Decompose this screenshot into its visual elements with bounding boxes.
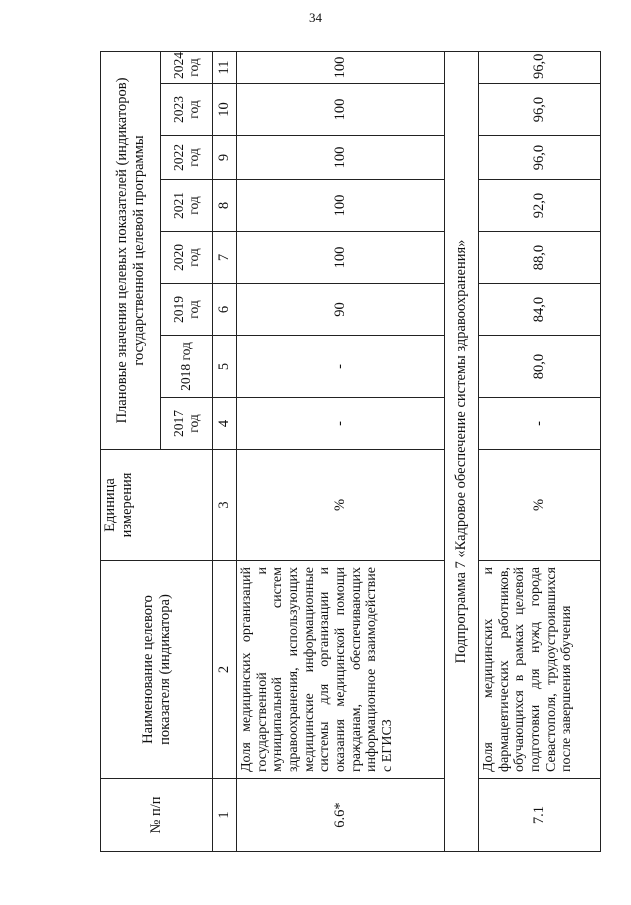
header-year: 2024 год — [161, 51, 213, 83]
row-number: 6.6* — [237, 779, 445, 852]
value-cell: 90 — [237, 284, 445, 336]
column-number: 5 — [213, 336, 237, 398]
value-cell: 96,0 — [479, 84, 601, 136]
value-cell: 100 — [237, 84, 445, 136]
column-number: 2 — [213, 561, 237, 779]
value-cell: 88,0 — [479, 232, 601, 284]
subprogram-row — [445, 51, 479, 851]
indicators-table — [100, 51, 601, 852]
header-unit: Единица измерения — [101, 450, 213, 561]
row-number: 7.1 — [479, 779, 601, 852]
column-number: 11 — [213, 51, 237, 83]
value-cell: 96,0 — [479, 136, 601, 180]
value-cell: 100 — [237, 232, 445, 284]
indicator-name: Доля медицинских и фармацевтических работников, обучающихся в рамках целевой подготовки для нужд города Севастополя, трудоустроившихся после завершения обучения — [479, 561, 601, 779]
value-cell: 84,0 — [479, 284, 601, 336]
value-cell: 80,0 — [479, 336, 601, 398]
header-row-top — [101, 51, 161, 851]
table-row — [237, 51, 445, 851]
header-year: 2021 год — [161, 180, 213, 232]
header-year: 2019 год — [161, 284, 213, 336]
subprogram-title: Подпрограмма 7 «Кадровое обеспечение системы здравоохранения» — [445, 51, 479, 851]
header-year: 2018 год — [161, 336, 213, 398]
header-year: 2023 год — [161, 84, 213, 136]
column-number: 3 — [213, 450, 237, 561]
value-cell: 92,0 — [479, 180, 601, 232]
table-row — [479, 51, 601, 851]
indicator-name: Доля медицинских организаций государственной и муниципальной систем здравоохранения, использующих медицинские информационные системы для организации и оказания медицинской помощи гражданам, обеспечивающих информационное взаимодействие с ЕГИСЗ — [237, 561, 445, 779]
header-name: Наименование целевого показателя (индикатора) — [101, 561, 213, 779]
value-cell: - — [237, 336, 445, 398]
column-number: 9 — [213, 136, 237, 180]
rotated-table-container — [100, 52, 600, 852]
value-cell: 100 — [237, 51, 445, 83]
header-year: 2022 год — [161, 136, 213, 180]
value-cell: 100 — [237, 136, 445, 180]
unit-cell: % — [237, 450, 445, 561]
column-numbers-row — [213, 51, 237, 851]
page-number: 34 — [309, 10, 322, 25]
column-number: 4 — [213, 398, 237, 450]
header-planned: Плановые значения целевых показателей (индикаторов) государственной целевой программы — [101, 51, 161, 449]
unit-cell: % — [479, 450, 601, 561]
column-number: 8 — [213, 180, 237, 232]
column-number: 1 — [213, 779, 237, 852]
header-year: 2017 год — [161, 398, 213, 450]
value-cell: - — [237, 398, 445, 450]
header-num: № п/п — [101, 779, 213, 852]
value-cell: 100 — [237, 180, 445, 232]
value-cell: 96,0 — [479, 51, 601, 83]
column-number: 10 — [213, 84, 237, 136]
header-year: 2020 год — [161, 232, 213, 284]
column-number: 6 — [213, 284, 237, 336]
value-cell: - — [479, 398, 601, 450]
column-number: 7 — [213, 232, 237, 284]
